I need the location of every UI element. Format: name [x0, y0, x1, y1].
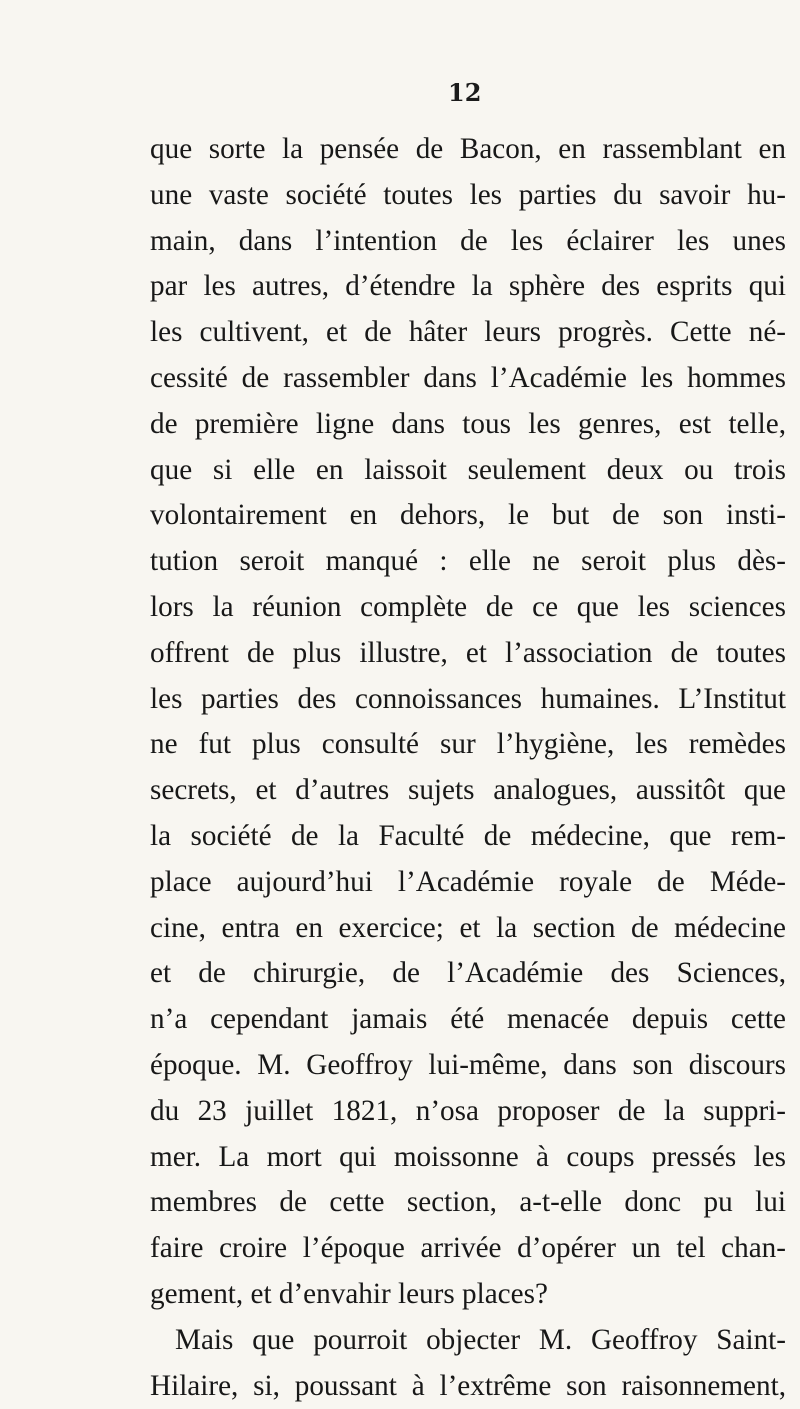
text-line: offrent de plus illustre, et l’association de toutes [150, 636, 786, 669]
body-text [150, 127, 786, 1409]
text-line: tution seroit manqué : elle ne seroit plus dès- [150, 545, 786, 578]
text-line: secrets, et d’autres sujets analogues, aussitôt que [150, 774, 786, 807]
text-line: place aujourd’hui l’Académie royale de Méde- [150, 865, 786, 898]
text-line: les cultivent, et de hâter leurs progrès. Cette né- [150, 316, 786, 349]
text-line: époque. M. Geoffroy lui-même, dans son discours [150, 1048, 786, 1081]
text-line: que si elle en laissoit seulement deux ou trois [150, 453, 786, 486]
text-line: Hilaire, si, poussant à l’extrême son raisonnement, [150, 1369, 786, 1402]
text-line: de première ligne dans tous les genres, est telle, [150, 407, 786, 440]
text-line: mer. La mort qui moissonne à coups pressés les [150, 1140, 786, 1173]
text-line: Mais que pourroit objecter M. Geoffroy Saint- [175, 1323, 786, 1356]
text-line: cessité de rassembler dans l’Académie les hommes [150, 361, 786, 394]
page-number: 12 [448, 78, 482, 107]
text-line: n’a cependant jamais été menacée depuis cette [150, 1003, 786, 1036]
text-line: par les autres, d’étendre la sphère des esprits qui [150, 270, 786, 303]
text-line: du 23 juillet 1821, n’osa proposer de la suppri- [150, 1094, 786, 1127]
text-line: et de chirurgie, de l’Académie des Sciences, [150, 957, 786, 990]
text-line: gement, et d’envahir leurs places? [150, 1277, 548, 1310]
text-line: volontairement en dehors, le but de son insti- [150, 499, 786, 532]
text-line: main, dans l’intention de les éclairer les unes [150, 224, 786, 257]
text-line: ne fut plus consulté sur l’hygiène, les remèdes [150, 728, 786, 761]
text-line: membres de cette section, a-t-elle donc pu lui [150, 1186, 786, 1219]
text-line: lors la réunion complète de ce que les sciences [150, 590, 786, 623]
text-line: une vaste société toutes les parties du savoir hu- [150, 178, 786, 211]
text-line: la société de la Faculté de médecine, que rem- [150, 819, 786, 852]
text-line: faire croire l’époque arrivée d’opérer un tel chan- [150, 1232, 786, 1265]
text-line: les parties des connoissances humaines. L’Institut [150, 682, 786, 715]
text-line: cine, entra en exercice; et la section de médecine [150, 911, 786, 944]
text-line: que sorte la pensée de Bacon, en rassemblant en [150, 133, 786, 165]
